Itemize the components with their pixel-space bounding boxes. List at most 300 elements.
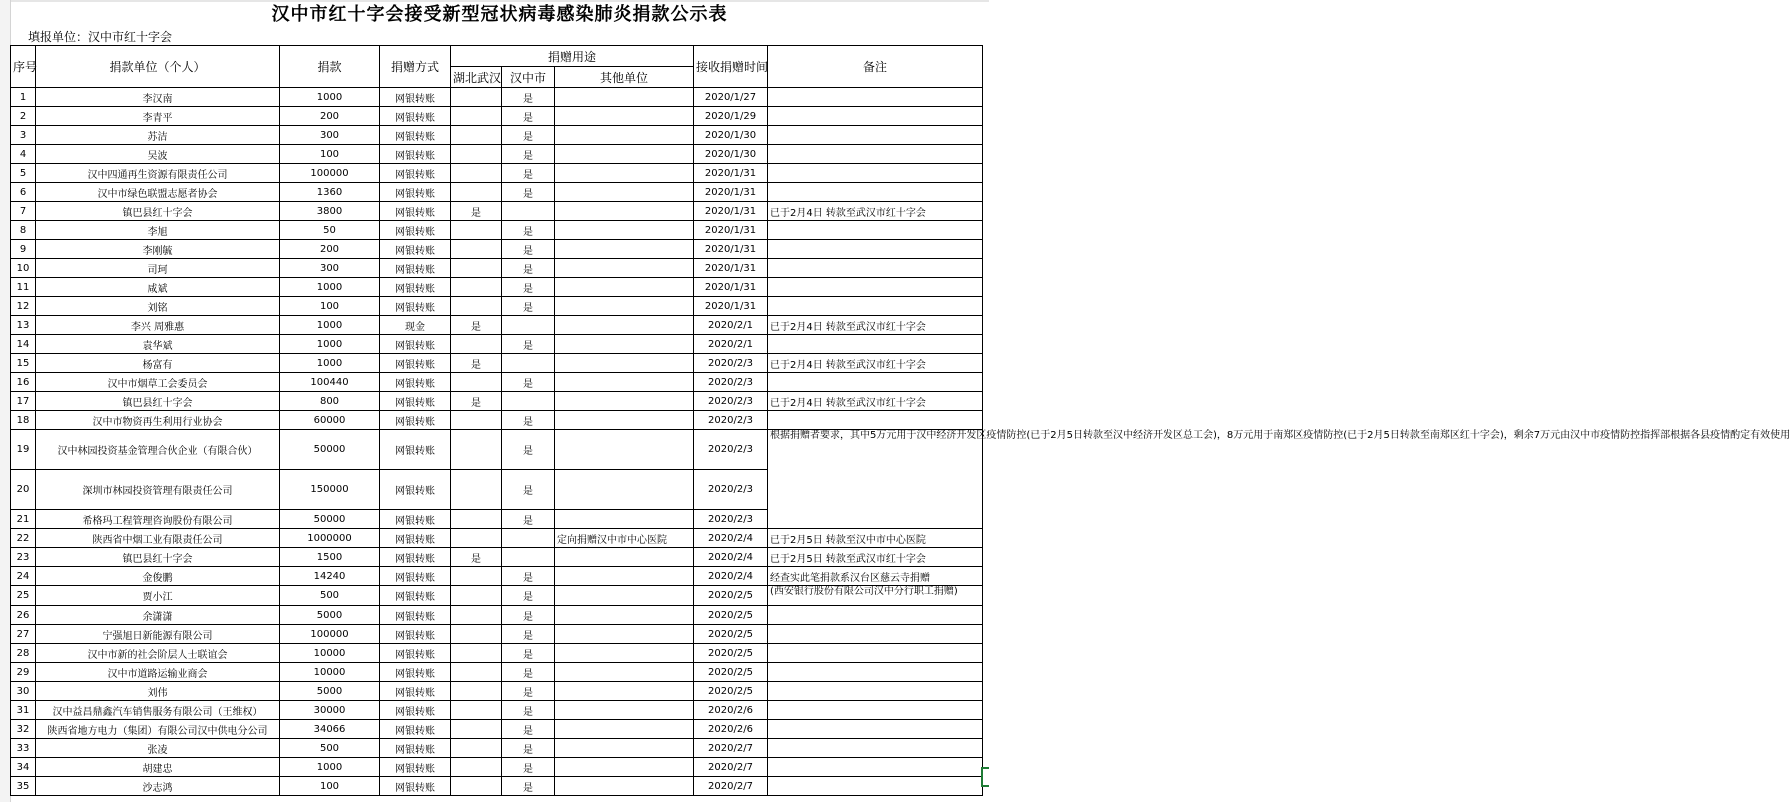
cell-hubei[interactable]	[451, 510, 502, 529]
cell-method[interactable]: 网银转账	[380, 164, 451, 183]
cell-amount[interactable]: 10000	[280, 644, 380, 663]
cell-hanzhong[interactable]: 是	[502, 335, 555, 354]
cell-other[interactable]	[555, 240, 694, 259]
cell-donor[interactable]: 镇巴县红十字会	[36, 202, 280, 221]
cell-no[interactable]: 18	[11, 411, 36, 430]
cell-other[interactable]	[555, 548, 694, 567]
cell-no[interactable]: 15	[11, 354, 36, 373]
cell-method[interactable]: 网银转账	[380, 145, 451, 164]
cell-amount[interactable]: 3800	[280, 202, 380, 221]
cell-other[interactable]	[555, 126, 694, 145]
cell-note[interactable]	[768, 88, 983, 107]
cell-amount[interactable]: 5000	[280, 606, 380, 625]
cell-no[interactable]: 11	[11, 278, 36, 297]
cell-hanzhong[interactable]: 是	[502, 586, 555, 606]
cell-donor[interactable]: 刘铭	[36, 297, 280, 316]
cell-date[interactable]: 2020/1/31	[694, 297, 768, 316]
cell-note[interactable]: 已于2月5日 转款至汉中市中心医院	[768, 529, 983, 548]
cell-method[interactable]: 网银转账	[380, 548, 451, 567]
cell-hanzhong[interactable]: 是	[502, 145, 555, 164]
cell-hanzhong[interactable]: 是	[502, 126, 555, 145]
cell-no[interactable]: 28	[11, 644, 36, 663]
cell-date[interactable]: 2020/2/5	[694, 606, 768, 625]
cell-amount[interactable]: 500	[280, 739, 380, 758]
cell-method[interactable]: 网银转账	[380, 335, 451, 354]
cell-note[interactable]	[768, 145, 983, 164]
cell-amount[interactable]: 1360	[280, 183, 380, 202]
cell-note[interactable]	[768, 777, 983, 796]
cell-date[interactable]: 2020/2/5	[694, 663, 768, 682]
cell-date[interactable]: 2020/1/31	[694, 183, 768, 202]
cell-hanzhong[interactable]: 是	[502, 183, 555, 202]
cell-hanzhong[interactable]	[502, 202, 555, 221]
cell-method[interactable]: 网银转账	[380, 586, 451, 606]
header-amount[interactable]: 捐款	[280, 46, 380, 88]
cell-other[interactable]	[555, 107, 694, 126]
cell-method[interactable]: 网银转账	[380, 373, 451, 392]
cell-hubei[interactable]	[451, 567, 502, 586]
cell-method[interactable]: 网银转账	[380, 663, 451, 682]
cell-note[interactable]: 经查实此笔捐款系汉台区慈云寺捐赠	[768, 567, 983, 586]
cell-note[interactable]	[768, 278, 983, 297]
cell-method[interactable]: 网银转账	[380, 88, 451, 107]
cell-note[interactable]	[768, 126, 983, 145]
cell-no[interactable]: 4	[11, 145, 36, 164]
cell-hubei[interactable]	[451, 586, 502, 606]
cell-no[interactable]: 8	[11, 221, 36, 240]
cell-hanzhong[interactable]: 是	[502, 297, 555, 316]
cell-other[interactable]	[555, 164, 694, 183]
cell-no[interactable]: 2	[11, 107, 36, 126]
cell-donor[interactable]: 李旭	[36, 221, 280, 240]
cell-donor[interactable]: 宁强旭日新能源有限公司	[36, 625, 280, 644]
cell-no[interactable]: 5	[11, 164, 36, 183]
cell-donor[interactable]: 李青平	[36, 107, 280, 126]
cell-method[interactable]: 网银转账	[380, 567, 451, 586]
cell-amount[interactable]: 100000	[280, 625, 380, 644]
cell-hubei[interactable]	[451, 183, 502, 202]
cell-hubei[interactable]	[451, 88, 502, 107]
cell-donor[interactable]: 咸斌	[36, 278, 280, 297]
cell-donor[interactable]: 陕西省地方电力（集团）有限公司汉中供电分公司	[36, 720, 280, 739]
cell-date[interactable]: 2020/1/30	[694, 145, 768, 164]
cell-hubei[interactable]	[451, 259, 502, 278]
cell-amount[interactable]: 1500	[280, 548, 380, 567]
cell-hubei[interactable]	[451, 701, 502, 720]
cell-date[interactable]: 2020/2/3	[694, 470, 768, 510]
header-donor[interactable]: 捐款单位（个人）	[36, 46, 280, 88]
cell-method[interactable]: 现金	[380, 316, 451, 335]
cell-note[interactable]	[768, 606, 983, 625]
cell-method[interactable]: 网银转账	[380, 720, 451, 739]
cell-donor[interactable]: 镇巴县红十字会	[36, 392, 280, 411]
cell-amount[interactable]: 100	[280, 777, 380, 796]
cell-date[interactable]: 2020/2/5	[694, 625, 768, 644]
cell-donor[interactable]: 张凌	[36, 739, 280, 758]
cell-hubei[interactable]	[451, 758, 502, 777]
cell-hanzhong[interactable]: 是	[502, 107, 555, 126]
header-method[interactable]: 捐赠方式	[380, 46, 451, 88]
cell-other[interactable]	[555, 354, 694, 373]
cell-note[interactable]: (西安银行股份有限公司汉中分行职工捐赠)	[768, 586, 983, 606]
cell-donor[interactable]: 汉中市物资再生利用行业协会	[36, 411, 280, 430]
cell-hanzhong[interactable]: 是	[502, 373, 555, 392]
cell-other[interactable]	[555, 88, 694, 107]
cell-hubei[interactable]	[451, 682, 502, 701]
cell-other[interactable]	[555, 758, 694, 777]
cell-amount[interactable]: 50000	[280, 510, 380, 529]
cell-other[interactable]	[555, 259, 694, 278]
cell-donor[interactable]: 汉中市烟草工会委员会	[36, 373, 280, 392]
cell-note[interactable]: 已于2月4日 转款至武汉市红十字会	[768, 392, 983, 411]
cell-note[interactable]	[768, 720, 983, 739]
cell-hubei[interactable]	[451, 720, 502, 739]
cell-hubei[interactable]	[451, 663, 502, 682]
cell-amount[interactable]: 30000	[280, 701, 380, 720]
cell-hubei[interactable]	[451, 240, 502, 259]
cell-date[interactable]: 2020/1/30	[694, 126, 768, 145]
header-purpose-hubei[interactable]: 湖北武汉	[451, 67, 502, 88]
cell-amount[interactable]: 150000	[280, 470, 380, 510]
cell-date[interactable]: 2020/2/7	[694, 739, 768, 758]
cell-amount[interactable]: 10000	[280, 663, 380, 682]
cell-note[interactable]	[768, 107, 983, 126]
cell-hubei[interactable]	[451, 107, 502, 126]
cell-note[interactable]	[768, 663, 983, 682]
cell-amount[interactable]: 200	[280, 107, 380, 126]
cell-note[interactable]	[768, 221, 983, 240]
cell-hubei[interactable]	[451, 644, 502, 663]
cell-date[interactable]: 2020/1/29	[694, 107, 768, 126]
cell-no[interactable]: 7	[11, 202, 36, 221]
cell-note[interactable]	[768, 259, 983, 278]
cell-other[interactable]	[555, 430, 694, 470]
cell-other[interactable]	[555, 663, 694, 682]
cell-note[interactable]	[768, 297, 983, 316]
cell-other[interactable]	[555, 777, 694, 796]
cell-method[interactable]: 网银转账	[380, 701, 451, 720]
cell-method[interactable]: 网银转账	[380, 606, 451, 625]
cell-hubei[interactable]	[451, 606, 502, 625]
cell-hubei[interactable]	[451, 470, 502, 510]
cell-date[interactable]: 2020/1/31	[694, 240, 768, 259]
cell-other[interactable]: 定向捐赠汉中市中心医院	[555, 529, 694, 548]
cell-note[interactable]: 已于2月5日 转款至武汉市红十字会	[768, 548, 983, 567]
cell-date[interactable]: 2020/2/5	[694, 586, 768, 606]
cell-amount[interactable]: 1000	[280, 335, 380, 354]
cell-method[interactable]: 网银转账	[380, 126, 451, 145]
cell-date[interactable]: 2020/2/4	[694, 529, 768, 548]
cell-no[interactable]: 9	[11, 240, 36, 259]
cell-hubei[interactable]	[451, 126, 502, 145]
cell-hubei[interactable]: 是	[451, 392, 502, 411]
cell-method[interactable]: 网银转账	[380, 470, 451, 510]
cell-hubei[interactable]	[451, 777, 502, 796]
cell-hanzhong[interactable]: 是	[502, 625, 555, 644]
cell-other[interactable]	[555, 373, 694, 392]
cell-no[interactable]: 13	[11, 316, 36, 335]
cell-other[interactable]	[555, 606, 694, 625]
cell-date[interactable]: 2020/2/3	[694, 510, 768, 529]
cell-other[interactable]	[555, 625, 694, 644]
cell-hanzhong[interactable]: 是	[502, 739, 555, 758]
cell-method[interactable]: 网银转账	[380, 107, 451, 126]
cell-amount[interactable]: 100000	[280, 164, 380, 183]
cell-donor[interactable]: 镇巴县红十字会	[36, 548, 280, 567]
cell-hanzhong[interactable]: 是	[502, 240, 555, 259]
cell-amount[interactable]: 100	[280, 145, 380, 164]
header-note[interactable]: 备注	[768, 46, 983, 88]
cell-date[interactable]: 2020/2/3	[694, 354, 768, 373]
cell-other[interactable]	[555, 510, 694, 529]
cell-hanzhong[interactable]: 是	[502, 259, 555, 278]
cell-other[interactable]	[555, 335, 694, 354]
cell-hanzhong[interactable]: 是	[502, 470, 555, 510]
cell-hubei[interactable]: 是	[451, 202, 502, 221]
cell-no[interactable]: 29	[11, 663, 36, 682]
cell-date[interactable]: 2020/2/3	[694, 373, 768, 392]
cell-donor[interactable]: 李兴 周雅惠	[36, 316, 280, 335]
cell-donor[interactable]: 杨富有	[36, 354, 280, 373]
cell-method[interactable]: 网银转账	[380, 221, 451, 240]
cell-amount[interactable]: 34066	[280, 720, 380, 739]
cell-hubei[interactable]	[451, 221, 502, 240]
header-purpose-other[interactable]: 其他单位	[555, 67, 694, 88]
cell-method[interactable]: 网银转账	[380, 202, 451, 221]
cell-date[interactable]: 2020/1/31	[694, 278, 768, 297]
cell-date[interactable]: 2020/2/4	[694, 567, 768, 586]
cell-donor[interactable]: 余潇潇	[36, 606, 280, 625]
cell-hanzhong[interactable]: 是	[502, 644, 555, 663]
cell-hanzhong[interactable]: 是	[502, 682, 555, 701]
cell-amount[interactable]: 1000	[280, 278, 380, 297]
cell-note[interactable]	[768, 682, 983, 701]
cell-other[interactable]	[555, 145, 694, 164]
cell-note[interactable]: 已于2月4日 转款至武汉市红十字会	[768, 316, 983, 335]
cell-date[interactable]: 2020/2/1	[694, 335, 768, 354]
cell-amount[interactable]: 50	[280, 221, 380, 240]
cell-donor[interactable]: 吴波	[36, 145, 280, 164]
cell-donor[interactable]: 汉中市道路运输业商会	[36, 663, 280, 682]
cell-amount[interactable]: 100440	[280, 373, 380, 392]
cell-hubei[interactable]	[451, 529, 502, 548]
cell-no[interactable]: 25	[11, 586, 36, 606]
cell-hanzhong[interactable]: 是	[502, 567, 555, 586]
cell-note[interactable]	[768, 644, 983, 663]
cell-no[interactable]: 19	[11, 430, 36, 470]
cell-donor[interactable]: 汉中林园投资基金管理合伙企业（有限合伙）	[36, 430, 280, 470]
cell-no[interactable]: 14	[11, 335, 36, 354]
cell-amount[interactable]: 800	[280, 392, 380, 411]
cell-donor[interactable]: 陕西省中烟工业有限责任公司	[36, 529, 280, 548]
cell-method[interactable]: 网银转账	[380, 644, 451, 663]
cell-other[interactable]	[555, 586, 694, 606]
cell-other[interactable]	[555, 739, 694, 758]
cell-date[interactable]: 2020/2/5	[694, 644, 768, 663]
cell-donor[interactable]: 汉中益昌鼎鑫汽车销售服务有限公司（王维权）	[36, 701, 280, 720]
cell-no[interactable]: 21	[11, 510, 36, 529]
cell-no[interactable]: 22	[11, 529, 36, 548]
cell-donor[interactable]: 希格玛工程管理咨询股份有限公司	[36, 510, 280, 529]
cell-no[interactable]: 20	[11, 470, 36, 510]
cell-note[interactable]	[768, 335, 983, 354]
cell-hanzhong[interactable]	[502, 392, 555, 411]
cell-date[interactable]: 2020/2/7	[694, 777, 768, 796]
cell-method[interactable]: 网银转账	[380, 183, 451, 202]
cell-hanzhong[interactable]: 是	[502, 777, 555, 796]
cell-hubei[interactable]	[451, 297, 502, 316]
cell-no[interactable]: 30	[11, 682, 36, 701]
cell-amount[interactable]: 60000	[280, 411, 380, 430]
cell-no[interactable]: 26	[11, 606, 36, 625]
cell-date[interactable]: 2020/2/6	[694, 701, 768, 720]
cell-other[interactable]	[555, 202, 694, 221]
cell-no[interactable]: 16	[11, 373, 36, 392]
header-no[interactable]: 序号	[11, 46, 36, 88]
cell-note[interactable]	[768, 373, 983, 392]
cell-no[interactable]: 35	[11, 777, 36, 796]
cell-other[interactable]	[555, 567, 694, 586]
cell-donor[interactable]: 苏洁	[36, 126, 280, 145]
cell-no[interactable]: 3	[11, 126, 36, 145]
cell-hanzhong[interactable]: 是	[502, 430, 555, 470]
cell-amount[interactable]: 1000	[280, 354, 380, 373]
cell-amount[interactable]: 1000	[280, 88, 380, 107]
cell-no[interactable]: 12	[11, 297, 36, 316]
cell-no[interactable]: 23	[11, 548, 36, 567]
cell-note[interactable]	[768, 739, 983, 758]
cell-date[interactable]: 2020/1/27	[694, 88, 768, 107]
cell-date[interactable]: 2020/1/31	[694, 164, 768, 183]
cell-method[interactable]: 网银转账	[380, 392, 451, 411]
cell-date[interactable]: 2020/1/31	[694, 202, 768, 221]
cell-donor[interactable]: 刘伟	[36, 682, 280, 701]
cell-hubei[interactable]: 是	[451, 548, 502, 567]
cell-no[interactable]: 17	[11, 392, 36, 411]
cell-no[interactable]: 33	[11, 739, 36, 758]
header-time[interactable]: 接收捐赠时间	[694, 46, 768, 88]
cell-other[interactable]	[555, 411, 694, 430]
cell-hanzhong[interactable]: 是	[502, 164, 555, 183]
cell-amount[interactable]: 300	[280, 126, 380, 145]
cell-no[interactable]: 34	[11, 758, 36, 777]
cell-hubei[interactable]	[451, 278, 502, 297]
cell-hanzhong[interactable]: 是	[502, 278, 555, 297]
cell-other[interactable]	[555, 720, 694, 739]
cell-no[interactable]: 24	[11, 567, 36, 586]
cell-no[interactable]: 32	[11, 720, 36, 739]
cell-hanzhong[interactable]: 是	[502, 663, 555, 682]
cell-donor[interactable]: 汉中四通再生资源有限责任公司	[36, 164, 280, 183]
cell-donor[interactable]: 袁华斌	[36, 335, 280, 354]
cell-note[interactable]: 根据捐赠者要求，其中5万元用于汉中经济开发区疫情防控(已于2月5日转款至汉中经济开发区总工会)，8万元用于南郑区疫情防控(已于2月5日转款至南郑区红十字会)，剩余7万元由汉中市疫情防控指挥部根据各县疫情酌定有效使用	[768, 430, 983, 529]
cell-hanzhong[interactable]	[502, 548, 555, 567]
cell-hanzhong[interactable]: 是	[502, 701, 555, 720]
cell-amount[interactable]: 5000	[280, 682, 380, 701]
cell-note[interactable]	[768, 183, 983, 202]
cell-hubei[interactable]	[451, 625, 502, 644]
cell-date[interactable]: 2020/2/3	[694, 430, 768, 470]
cell-no[interactable]: 1	[11, 88, 36, 107]
cell-no[interactable]: 27	[11, 625, 36, 644]
cell-amount[interactable]: 14240	[280, 567, 380, 586]
cell-hubei[interactable]	[451, 145, 502, 164]
cell-method[interactable]: 网银转账	[380, 278, 451, 297]
header-purpose-hanzhong[interactable]: 汉中市	[502, 67, 555, 88]
cell-hubei[interactable]	[451, 335, 502, 354]
cell-donor[interactable]: 贾小江	[36, 586, 280, 606]
cell-method[interactable]: 网银转账	[380, 758, 451, 777]
cell-donor[interactable]: 沙志鸿	[36, 777, 280, 796]
cell-note[interactable]: 已于2月4日 转款至武汉市红十字会	[768, 354, 983, 373]
cell-amount[interactable]: 300	[280, 259, 380, 278]
cell-method[interactable]: 网银转账	[380, 739, 451, 758]
cell-method[interactable]: 网银转账	[380, 682, 451, 701]
cell-no[interactable]: 31	[11, 701, 36, 720]
cell-method[interactable]: 网银转账	[380, 777, 451, 796]
cell-hanzhong[interactable]: 是	[502, 221, 555, 240]
cell-note[interactable]	[768, 625, 983, 644]
cell-other[interactable]	[555, 183, 694, 202]
cell-amount[interactable]: 500	[280, 586, 380, 606]
cell-amount[interactable]: 1000	[280, 758, 380, 777]
cell-date[interactable]: 2020/2/3	[694, 392, 768, 411]
cell-other[interactable]	[555, 644, 694, 663]
cell-hubei[interactable]	[451, 164, 502, 183]
cell-amount[interactable]: 50000	[280, 430, 380, 470]
cell-hanzhong[interactable]	[502, 354, 555, 373]
cell-no[interactable]: 6	[11, 183, 36, 202]
cell-donor[interactable]: 司珂	[36, 259, 280, 278]
cell-donor[interactable]: 汉中市绿色联盟志愿者协会	[36, 183, 280, 202]
cell-method[interactable]: 网银转账	[380, 297, 451, 316]
cell-date[interactable]: 2020/2/6	[694, 720, 768, 739]
cell-date[interactable]: 2020/2/7	[694, 758, 768, 777]
cell-no[interactable]: 10	[11, 259, 36, 278]
cell-donor[interactable]: 汉中市新的社会阶层人士联谊会	[36, 644, 280, 663]
cell-date[interactable]: 2020/2/3	[694, 411, 768, 430]
cell-date[interactable]: 2020/1/31	[694, 259, 768, 278]
cell-hanzhong[interactable]	[502, 529, 555, 548]
cell-amount[interactable]: 200	[280, 240, 380, 259]
cell-hanzhong[interactable]: 是	[502, 606, 555, 625]
cell-hubei[interactable]	[451, 411, 502, 430]
cell-note[interactable]	[768, 240, 983, 259]
cell-other[interactable]	[555, 682, 694, 701]
cell-method[interactable]: 网银转账	[380, 240, 451, 259]
cell-note[interactable]	[768, 701, 983, 720]
cell-hubei[interactable]	[451, 739, 502, 758]
cell-donor[interactable]: 金俊鹏	[36, 567, 280, 586]
cell-date[interactable]: 2020/1/31	[694, 221, 768, 240]
header-purpose[interactable]: 捐赠用途	[451, 46, 694, 67]
cell-amount[interactable]: 100	[280, 297, 380, 316]
cell-note[interactable]	[768, 758, 983, 777]
cell-method[interactable]: 网银转账	[380, 625, 451, 644]
cell-other[interactable]	[555, 297, 694, 316]
cell-note[interactable]	[768, 411, 983, 430]
cell-hubei[interactable]	[451, 373, 502, 392]
cell-donor[interactable]: 李汉南	[36, 88, 280, 107]
cell-note[interactable]: 已于2月4日 转款至武汉市红十字会	[768, 202, 983, 221]
cell-hanzhong[interactable]	[502, 316, 555, 335]
cell-other[interactable]	[555, 278, 694, 297]
cell-hanzhong[interactable]: 是	[502, 88, 555, 107]
cell-amount[interactable]: 1000000	[280, 529, 380, 548]
cell-other[interactable]	[555, 392, 694, 411]
cell-other[interactable]	[555, 316, 694, 335]
cell-amount[interactable]: 1000	[280, 316, 380, 335]
